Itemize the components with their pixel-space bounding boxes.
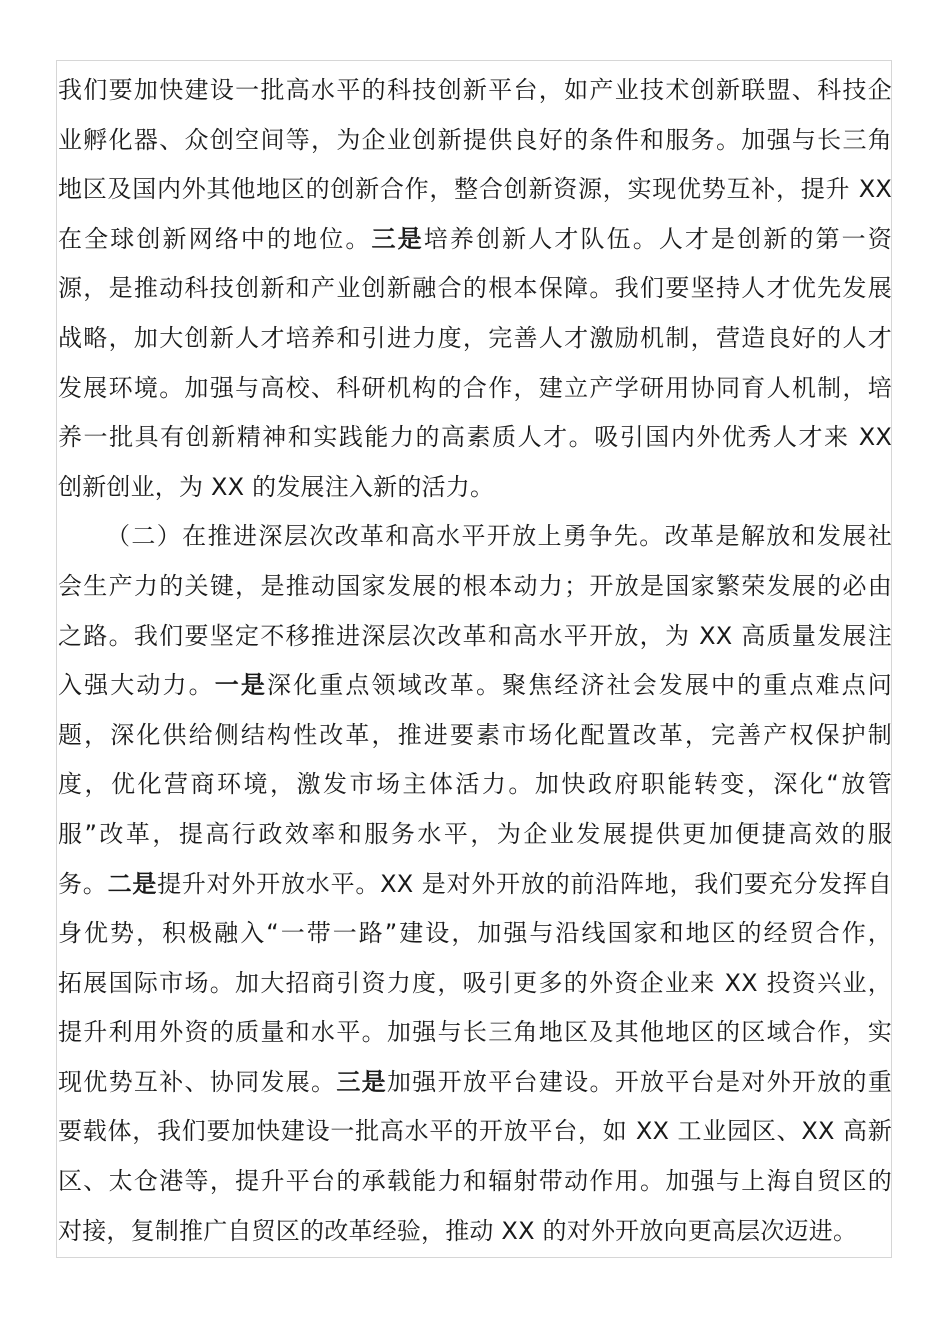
text-segment: 发展环境。加强与高校、科研机构的合作，建立产学研用协同育人机制，培 [58, 373, 892, 402]
bold-keyword: 三是 [371, 224, 424, 253]
text-line [58, 66, 892, 116]
text-line [58, 463, 892, 513]
text-segment: 务。 [58, 869, 108, 898]
document-body [58, 66, 892, 1256]
text-segment: 在全球创新网络中的地位。 [58, 224, 372, 253]
text-segment: 深化重点领域改革。聚焦经济社会发展中的重点难点问 [266, 671, 892, 700]
text-segment: 身优势，积极融入“一带一路”建设，加强与沿线国家和地区的经贸合作， [58, 919, 892, 948]
text-segment: 现优势互补、协同发展。 [58, 1067, 337, 1096]
text-segment: 业孵化器、众创空间等，为企业创新提供良好的条件和服务。加强与长三角 [58, 125, 892, 154]
text-line [58, 1008, 892, 1058]
text-segment: 战略，加大创新人才培养和引进力度，完善人才激励机制，营造良好的人才 [58, 323, 892, 352]
text-segment: 地区及国内外其他地区的创新合作，整合创新资源，实现优势互补，提升 XX [58, 175, 892, 204]
text-line [58, 1207, 892, 1257]
text-segment: 对接，复制推广自贸区的改革经验，推动 XX 的对外开放向更高层次迈进。 [58, 1216, 858, 1245]
text-line [58, 959, 892, 1009]
text-segment: 提升利用外资的质量和水平。加强与长三角地区及其他地区的区域合作，实 [58, 1018, 892, 1047]
text-line [58, 1157, 892, 1207]
text-segment: 养一批具有创新精神和实践能力的高素质人才。吸引国内外优秀人才来 XX [58, 423, 892, 452]
text-segment: 我们要加快建设一批高水平的科技创新平台，如产业技术创新联盟、科技企 [58, 76, 892, 104]
text-line [58, 116, 892, 166]
text-segment: 会生产力的关键，是推动国家发展的根本动力；开放是国家繁荣发展的必由 [58, 571, 892, 600]
text-segment: 源，是推动科技创新和产业创新融合的根本保障。我们要坚持人才优先发展 [58, 274, 892, 303]
text-segment: 提升对外开放水平。XX 是对外开放的前沿阵地，我们要充分发挥自 [157, 869, 892, 898]
text-line [58, 562, 892, 612]
text-line [58, 760, 892, 810]
text-segment: 培养创新人才队伍。人才是创新的第一资 [423, 224, 892, 253]
text-line [58, 165, 892, 215]
text-line [58, 612, 892, 662]
text-line [58, 413, 892, 463]
text-line [58, 215, 892, 265]
text-line [58, 264, 892, 314]
text-segment: 之路。我们要坚定不移推进深层次改革和高水平开放，为 XX 高质量发展注 [58, 621, 892, 650]
text-segment: 区、太仓港等，提升平台的承载能力和辐射带动作用。加强与上海自贸区的 [58, 1167, 892, 1196]
text-segment: 入强大动力。 [58, 671, 215, 700]
text-line [58, 1058, 892, 1108]
text-segment: 要载体，我们要加快建设一批高水平的开放平台，如 XX 工业园区、XX 高新 [58, 1117, 892, 1146]
bold-keyword: 一是 [214, 671, 267, 700]
text-segment: 度，优化营商环境，激发市场主体活力。加快政府职能转变，深化“放管 [58, 770, 892, 799]
text-segment: 拓展国际市场。加大招商引资力度，吸引更多的外资企业来 XX 投资兴业， [58, 968, 892, 997]
text-segment: 服”改革，提高行政效率和服务水平，为企业发展提供更加便捷高效的服 [58, 819, 892, 848]
text-segment: 加强开放平台建设。开放平台是对外开放的重 [387, 1067, 892, 1096]
text-segment: 创新创业，为 XX 的发展注入新的活力。 [58, 472, 495, 501]
text-line [58, 711, 892, 761]
bold-keyword: 二是 [107, 869, 158, 898]
text-line [58, 364, 892, 414]
text-line [58, 512, 892, 562]
text-segment: 题，深化供给侧结构性改革，推进要素市场化配置改革，完善产权保护制 [58, 720, 892, 749]
text-line [58, 314, 892, 364]
text-line [58, 661, 892, 711]
text-line [58, 860, 892, 910]
text-line [58, 909, 892, 959]
text-segment: （二）在推进深层次改革和高水平开放上勇争先。改革是解放和发展社 [106, 522, 892, 551]
bold-keyword: 三是 [336, 1067, 387, 1096]
text-line [58, 1107, 892, 1157]
text-line [58, 810, 892, 860]
